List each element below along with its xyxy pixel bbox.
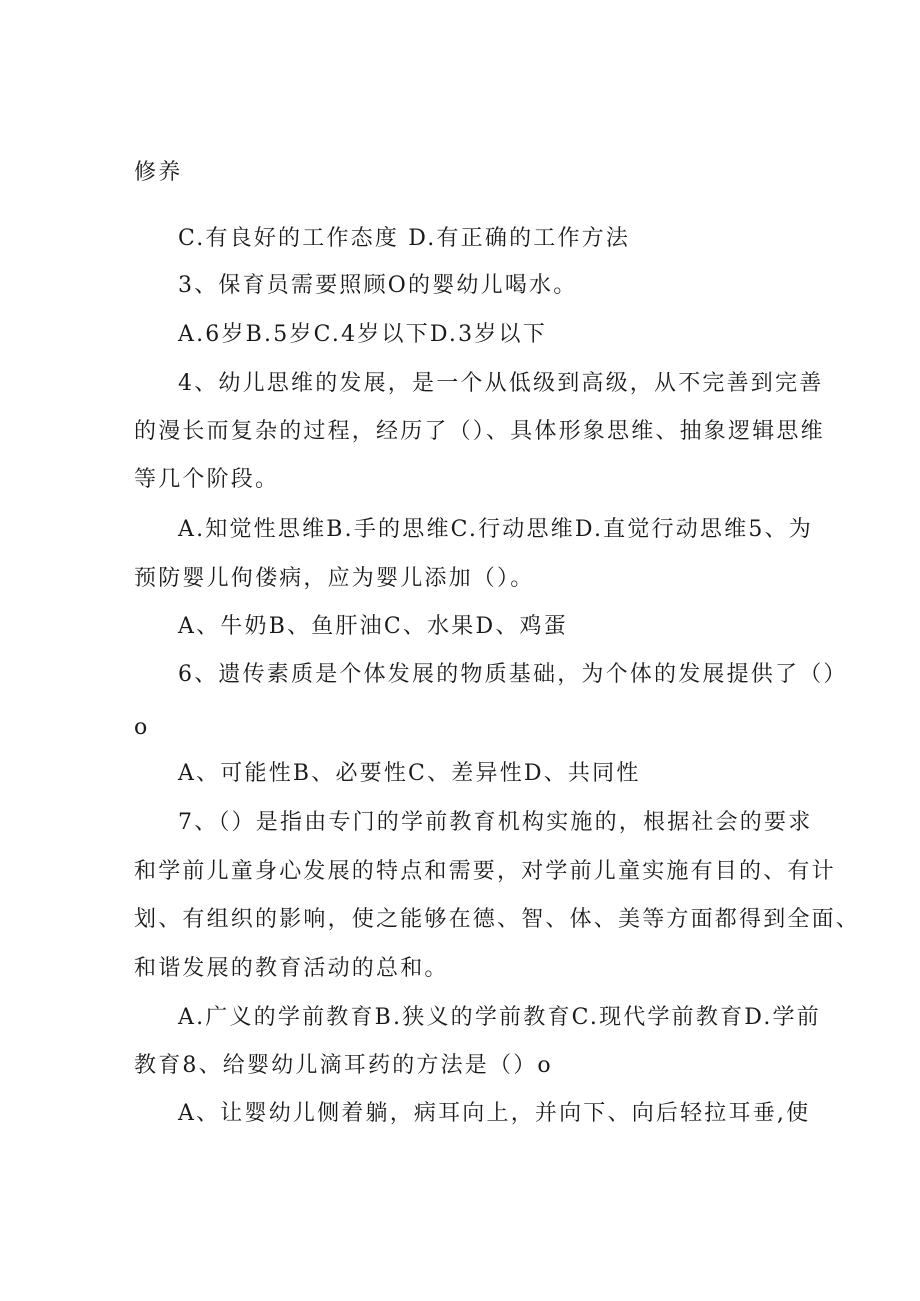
text-line: A.广义的学前教育B.狭义的学前教育C.现代学前教育D.学前 [178, 1005, 821, 1030]
text-line: 和谐发展的教育活动的总和。 [134, 956, 449, 981]
text-line: C.有良好的工作态度 D.有正确的工作方法 [178, 226, 631, 251]
text-line: 4、幼儿思维的发展，是一个从低级到高级，从不完善到完善 [178, 371, 824, 396]
text-line: 3、保育员需要照顾O的婴幼儿喝水。 [178, 273, 578, 298]
text-line: A、牛奶B、鱼肝油C、水果D、鸡蛋 [178, 614, 568, 639]
text-line: 7、（）是指由专门的学前教育机构实施的，根据社会的要求 [178, 810, 813, 835]
text-line: o [134, 715, 150, 740]
text-line: A.6岁B.5岁C.4岁以下D.3岁以下 [178, 322, 547, 347]
text-line: 的漫长而复杂的过程，经历了（）、具体形象思维、抽象逻辑思维 [134, 419, 825, 444]
text-line: 划、有组织的影响，使之能够在德、智、体、美等方面都得到全面、 [134, 907, 861, 932]
text-line: 教育8、给婴幼儿滴耳药的方法是（）o [134, 1053, 553, 1078]
text-line: 和学前儿童身心发展的特点和需要，对学前儿童实施有目的、有计 [134, 859, 836, 884]
text-line: A、可能性B、必要性C、差异性D、共同性 [178, 761, 641, 786]
text-line: A、让婴幼儿侧着躺，病耳向上，并向下、向后轻拉耳垂,使 [178, 1101, 811, 1126]
text-line: 等几个阶段。 [134, 467, 280, 492]
text-line: 预防婴儿佝偻病，应为婴儿添加（）。 [134, 566, 535, 591]
text-line: 6、遗传素质是个体发展的物质基础，为个体的发展提供了（） [178, 662, 848, 687]
text-line: 修养 [134, 160, 183, 185]
text-line: A.知觉性思维B.手的思维C.行动思维D.直觉行动思维5、为 [178, 517, 813, 542]
